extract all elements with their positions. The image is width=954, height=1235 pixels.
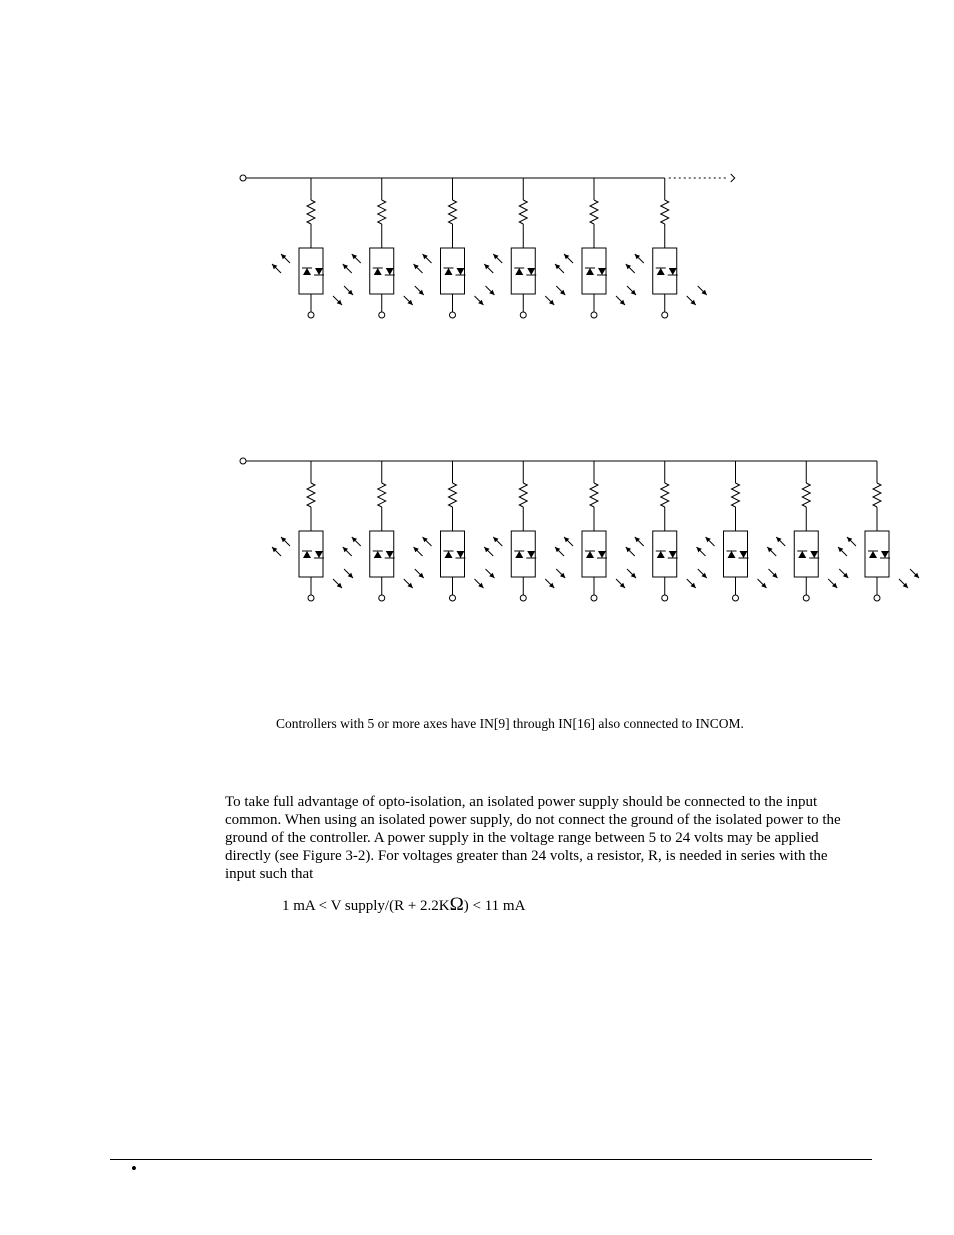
- resistor: [732, 483, 740, 507]
- light-arrow: [555, 264, 564, 273]
- light-arrow: [475, 579, 484, 588]
- input-channel: [343, 178, 424, 318]
- light-arrow: [272, 547, 281, 556]
- light-arrow: [343, 264, 352, 273]
- paragraph-line: directly (see Figure 3-2). For voltages greater than 24 volts, a resistor, R, is needed in series with the: [225, 848, 828, 864]
- light-arrow: [493, 537, 502, 546]
- light-arrow: [697, 547, 706, 556]
- input-channel: [484, 461, 565, 601]
- resistor: [449, 200, 457, 224]
- led-triangle-up: [445, 551, 453, 558]
- light-arrow: [776, 537, 785, 546]
- light-arrow: [484, 547, 493, 556]
- light-arrow: [333, 296, 342, 305]
- input-channel: [838, 461, 919, 601]
- light-arrow: [687, 579, 696, 588]
- input-terminal: [803, 595, 809, 601]
- light-arrow: [415, 286, 424, 295]
- light-arrow: [414, 264, 423, 273]
- resistor: [873, 483, 881, 507]
- light-arrow: [343, 547, 352, 556]
- formula-prefix: 1 mA < V supply/(R + 2.2K: [282, 898, 450, 914]
- light-arrow: [698, 286, 707, 295]
- resistor: [307, 200, 315, 224]
- light-arrow: [404, 579, 413, 588]
- input-terminal: [591, 595, 597, 601]
- led-triangle-down: [669, 551, 677, 558]
- input-terminal: [520, 595, 526, 601]
- light-arrow: [838, 547, 847, 556]
- light-arrow: [616, 579, 625, 588]
- light-arrow: [556, 286, 565, 295]
- body-paragraph: [225, 793, 880, 883]
- light-arrow: [486, 286, 495, 295]
- light-arrow: [706, 537, 715, 546]
- led-triangle-down: [598, 268, 606, 275]
- resistor: [519, 200, 527, 224]
- input-terminal: [662, 312, 668, 318]
- light-arrow: [687, 296, 696, 305]
- led-triangle-up: [869, 551, 877, 558]
- current-limit-formula: [282, 894, 525, 916]
- footer-bullet: •: [131, 1159, 137, 1178]
- light-arrow: [344, 569, 353, 578]
- common-terminal: [240, 175, 246, 181]
- led-triangle-down: [457, 551, 465, 558]
- light-arrow: [281, 537, 290, 546]
- input-terminal: [379, 595, 385, 601]
- resistor: [590, 483, 598, 507]
- led-triangle-down: [527, 551, 535, 558]
- light-arrow: [475, 296, 484, 305]
- input-terminal: [733, 595, 739, 601]
- light-arrow: [828, 579, 837, 588]
- input-channel: [272, 178, 353, 318]
- light-arrow: [344, 286, 353, 295]
- light-arrow: [769, 569, 778, 578]
- resistor: [378, 200, 386, 224]
- led-triangle-down: [810, 551, 818, 558]
- input-terminal: [874, 595, 880, 601]
- input-channel: [343, 461, 424, 601]
- input-channel: [555, 178, 636, 318]
- light-arrow: [404, 296, 413, 305]
- resistor: [378, 483, 386, 507]
- light-arrow: [627, 286, 636, 295]
- input-channel: [414, 461, 495, 601]
- led-triangle-down: [315, 551, 323, 558]
- led-triangle-down: [740, 551, 748, 558]
- light-arrow: [556, 569, 565, 578]
- light-arrow: [698, 569, 707, 578]
- light-arrow: [493, 254, 502, 263]
- resistor: [519, 483, 527, 507]
- light-arrow: [352, 254, 361, 263]
- led-triangle-up: [798, 551, 806, 558]
- light-arrow: [423, 537, 432, 546]
- light-arrow: [626, 264, 635, 273]
- resistor: [449, 483, 457, 507]
- light-arrow: [281, 254, 290, 263]
- light-arrow: [839, 569, 848, 578]
- light-arrow: [616, 296, 625, 305]
- footer-rule: [110, 1159, 872, 1160]
- light-arrow: [627, 569, 636, 578]
- paragraph-line: input such that: [225, 866, 314, 882]
- light-arrow: [486, 569, 495, 578]
- light-arrow: [626, 547, 635, 556]
- light-arrow: [564, 254, 573, 263]
- light-arrow: [352, 537, 361, 546]
- led-triangle-down: [457, 268, 465, 275]
- input-channel: [626, 178, 707, 318]
- light-arrow: [847, 537, 856, 546]
- input-channel: [555, 461, 636, 601]
- input-channel: [697, 461, 778, 601]
- led-triangle-up: [445, 268, 453, 275]
- light-arrow: [564, 537, 573, 546]
- input-terminal: [591, 312, 597, 318]
- led-triangle-up: [515, 551, 523, 558]
- common-terminal: [240, 458, 246, 464]
- led-triangle-up: [657, 268, 665, 275]
- input-terminal: [662, 595, 668, 601]
- light-arrow: [635, 537, 644, 546]
- led-triangle-up: [586, 268, 594, 275]
- light-arrow: [484, 264, 493, 273]
- figure-caption: Controllers with 5 or more axes have IN[9] through IN[16] also connected to INCOM.: [276, 716, 744, 731]
- continuation-chevron-icon: [731, 174, 735, 182]
- opto-input-schematic-top: [0, 160, 954, 330]
- led-triangle-down: [386, 268, 394, 275]
- input-channel: [484, 178, 565, 318]
- light-arrow: [545, 579, 554, 588]
- input-channel: [272, 461, 353, 601]
- resistor: [661, 483, 669, 507]
- light-arrow: [545, 296, 554, 305]
- resistor: [307, 483, 315, 507]
- input-channel: [414, 178, 495, 318]
- led-triangle-down: [386, 551, 394, 558]
- input-terminal: [308, 312, 314, 318]
- formula-suffix: ) < 11 mA: [463, 898, 526, 914]
- light-arrow: [555, 547, 564, 556]
- led-triangle-up: [374, 268, 382, 275]
- resistor: [802, 483, 810, 507]
- input-terminal: [450, 595, 456, 601]
- led-triangle-down: [315, 268, 323, 275]
- paragraph-line: common. When using an isolated power supply, do not connect the ground of the isolated power to the: [225, 812, 841, 828]
- light-arrow: [423, 254, 432, 263]
- omega-symbol: Ω: [449, 894, 464, 915]
- led-triangle-up: [374, 551, 382, 558]
- light-arrow: [899, 579, 908, 588]
- led-triangle-up: [586, 551, 594, 558]
- light-arrow: [272, 264, 281, 273]
- resistor: [661, 200, 669, 224]
- led-triangle-down: [881, 551, 889, 558]
- light-arrow: [333, 579, 342, 588]
- light-arrow: [910, 569, 919, 578]
- led-triangle-up: [303, 268, 311, 275]
- paragraph-line: ground of the controller. A power supply in the voltage range between 5 to 24 volts may be applied: [225, 830, 819, 846]
- led-triangle-down: [669, 268, 677, 275]
- input-terminal: [379, 312, 385, 318]
- paragraph-line: To take full advantage of opto-isolation, an isolated power supply should be connected to the input: [225, 794, 818, 810]
- led-triangle-up: [515, 268, 523, 275]
- light-arrow: [767, 547, 776, 556]
- led-triangle-down: [598, 551, 606, 558]
- resistor: [590, 200, 598, 224]
- light-arrow: [414, 547, 423, 556]
- input-channel: [626, 461, 707, 601]
- led-triangle-up: [728, 551, 736, 558]
- light-arrow: [635, 254, 644, 263]
- opto-input-schematic-bottom: [0, 443, 954, 613]
- light-arrow: [415, 569, 424, 578]
- input-terminal: [308, 595, 314, 601]
- led-triangle-up: [303, 551, 311, 558]
- led-triangle-up: [657, 551, 665, 558]
- light-arrow: [758, 579, 767, 588]
- input-terminal: [450, 312, 456, 318]
- input-terminal: [520, 312, 526, 318]
- input-channel: [767, 461, 848, 601]
- led-triangle-down: [527, 268, 535, 275]
